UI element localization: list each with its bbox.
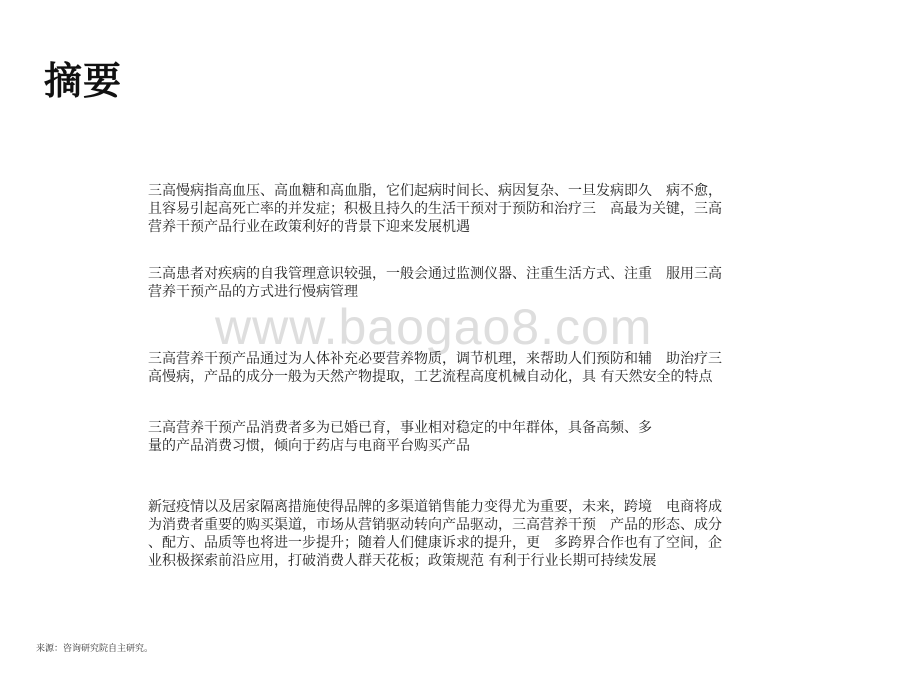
summary-paragraph-3 — [148, 350, 788, 386]
paragraph-line: 三高营养干预产品通过为人体补充必要营养物质，调节机理，来帮助人们预防和辅 助治疗三 — [148, 351, 722, 367]
source-note: 来源：咨询研究院自主研究。 — [36, 644, 154, 654]
paragraph-line: 业积极探索前沿应用，打破消费人群天花板；政策规范 有利于行业长期可持续发展 — [148, 553, 657, 569]
paragraph-line: 三高营养干预产品消费者多为已婚已育，事业相对稳定的中年群体，具备高频、多 — [148, 420, 652, 436]
paragraph-line: 三高患者对疾病的自我管理意识较强，一般会通过监测仪器、注重生活方式、注重 服用三高 — [148, 266, 722, 282]
page-title: 摘要 — [44, 59, 123, 103]
summary-paragraph-4 — [148, 419, 788, 455]
paragraph-line: 营养干预产品的方式进行慢病管理 — [148, 284, 358, 300]
paragraph-line: 高慢病，产品的成分一般为天然产物提取，工艺流程高度机械自动化，具 有天然安全的特点 — [148, 369, 713, 385]
summary-paragraph-5 — [148, 498, 788, 570]
paragraph-line: 新冠疫情以及居家隔离措施使得品牌的多渠道销售能力变得尤为重要，未来，跨境 电商将成 — [148, 499, 722, 515]
summary-paragraph-2 — [148, 265, 788, 301]
summary-paragraph-1 — [148, 182, 788, 236]
paragraph-line: 为消费者重要的购买渠道，市场从营销驱动转向产品驱动，三高营养干预 产品的形态、成分 — [148, 517, 722, 533]
paragraph-line: 且容易引起高死亡率的并发症；积极且持久的生活干预对于预防和治疗三 高最为关键，三高 — [148, 201, 722, 217]
paragraph-line: 、配方、品质等也将进一步提升；随着人们健康诉求的提升，更 多跨界合作也有了空间，企 — [148, 535, 722, 551]
paragraph-line: 量的产品消费习惯，倾向于药店与电商平台购买产品 — [148, 438, 470, 454]
paragraph-line: 营养干预产品行业在政策利好的背景下迎来发展机遇 — [148, 219, 470, 235]
paragraph-line: 三高慢病指高血压、高血糖和高血脂，它们起病时间长、病因复杂、一旦发病即久 病不愈， — [148, 183, 722, 199]
watermark: www.baogao8.com — [215, 299, 653, 355]
